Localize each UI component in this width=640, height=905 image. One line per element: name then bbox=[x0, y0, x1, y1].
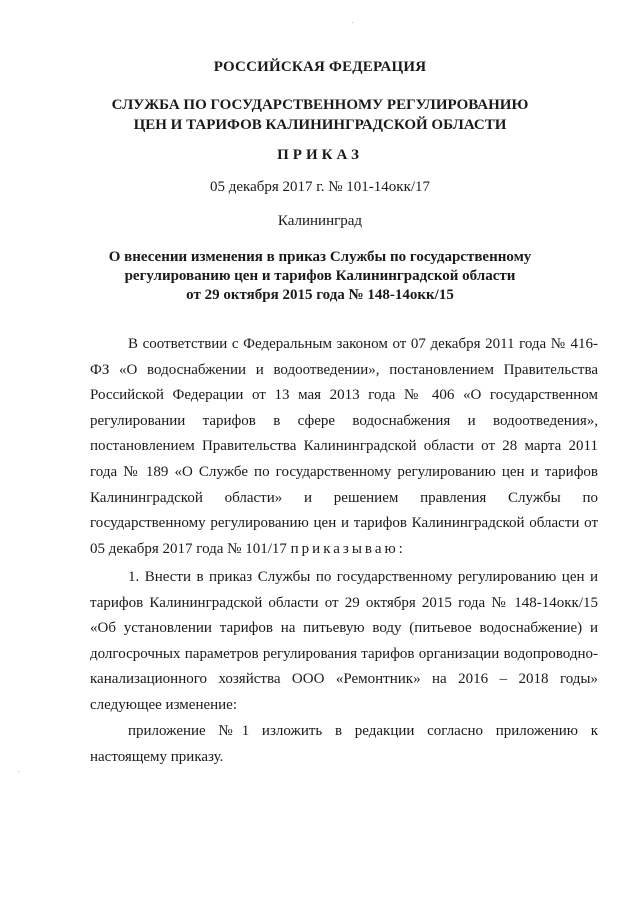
doc-type-title: ПРИКАЗ bbox=[277, 147, 363, 163]
body-paragraph-item-1: 1. Внести в приказ Службы по государственному регулированию цен и тарифов Калининградской области от 29 октября 2015 года № 148-14окк/15 «Об установлении тарифов на питьевую воду (питьевое водоснабжение) и долгосрочных параметров регулирования тарифов организации водопроводно-канализационного хозяйства ООО «Ремонтник» на 2016 – 2018 годы» следующее изменение: bbox=[90, 569, 598, 713]
subject-title bbox=[0, 248, 640, 305]
preamble-text: В соответствии с Федеральным законом от 07 декабря 2011 года № 416-ФЗ «О водоснабжении и водоотведении», постановлением Правительства Российской Федерации от 13 мая 2013 года № 406 «О государственном регулировании тарифов в сфере водоснабжения и водоотведения», постановлением Правительства Калининградской области от 28 марта 2011 года № 189 «О Службе по государственному регулированию цен и тарифов Калининградской области» и решением правления Службы по государственному регулированию цен и тарифов Калининградской области от 05 декабря 2017 года № 101/17 bbox=[90, 336, 598, 557]
subject-line3: от 29 октября 2015 года № 148-14окк/15 bbox=[186, 287, 454, 303]
agency-title bbox=[0, 95, 640, 135]
date-number: 05 декабря 2017 г. № 101-14окк/17 bbox=[209, 179, 431, 195]
agency-title-line2: ЦЕН И ТАРИФОВ КАЛИНИНГРАДСКОЙ ОБЛАСТИ bbox=[133, 117, 507, 133]
subject-line1: О внесении изменения в приказ Службы по государственному bbox=[108, 249, 532, 265]
body-paragraph-appendix: приложение №1 изложить в редакции согласно приложению к настоящему приказу. bbox=[90, 723, 598, 765]
scan-speck bbox=[352, 22, 353, 23]
subject-line2: регулированию цен и тарифов Калининградской области bbox=[124, 268, 516, 284]
body-paragraph-preamble bbox=[90, 332, 598, 562]
order-word: приказываю: bbox=[290, 540, 406, 557]
city-name: Калининград bbox=[277, 213, 363, 229]
agency-title-line1: СЛУЖБА ПО ГОСУДАРСТВЕННОМУ РЕГУЛИРОВАНИЮ bbox=[111, 97, 529, 113]
country-title: РОССИЙСКАЯ ФЕДЕРАЦИЯ bbox=[213, 59, 427, 75]
scan-speck bbox=[18, 771, 19, 772]
